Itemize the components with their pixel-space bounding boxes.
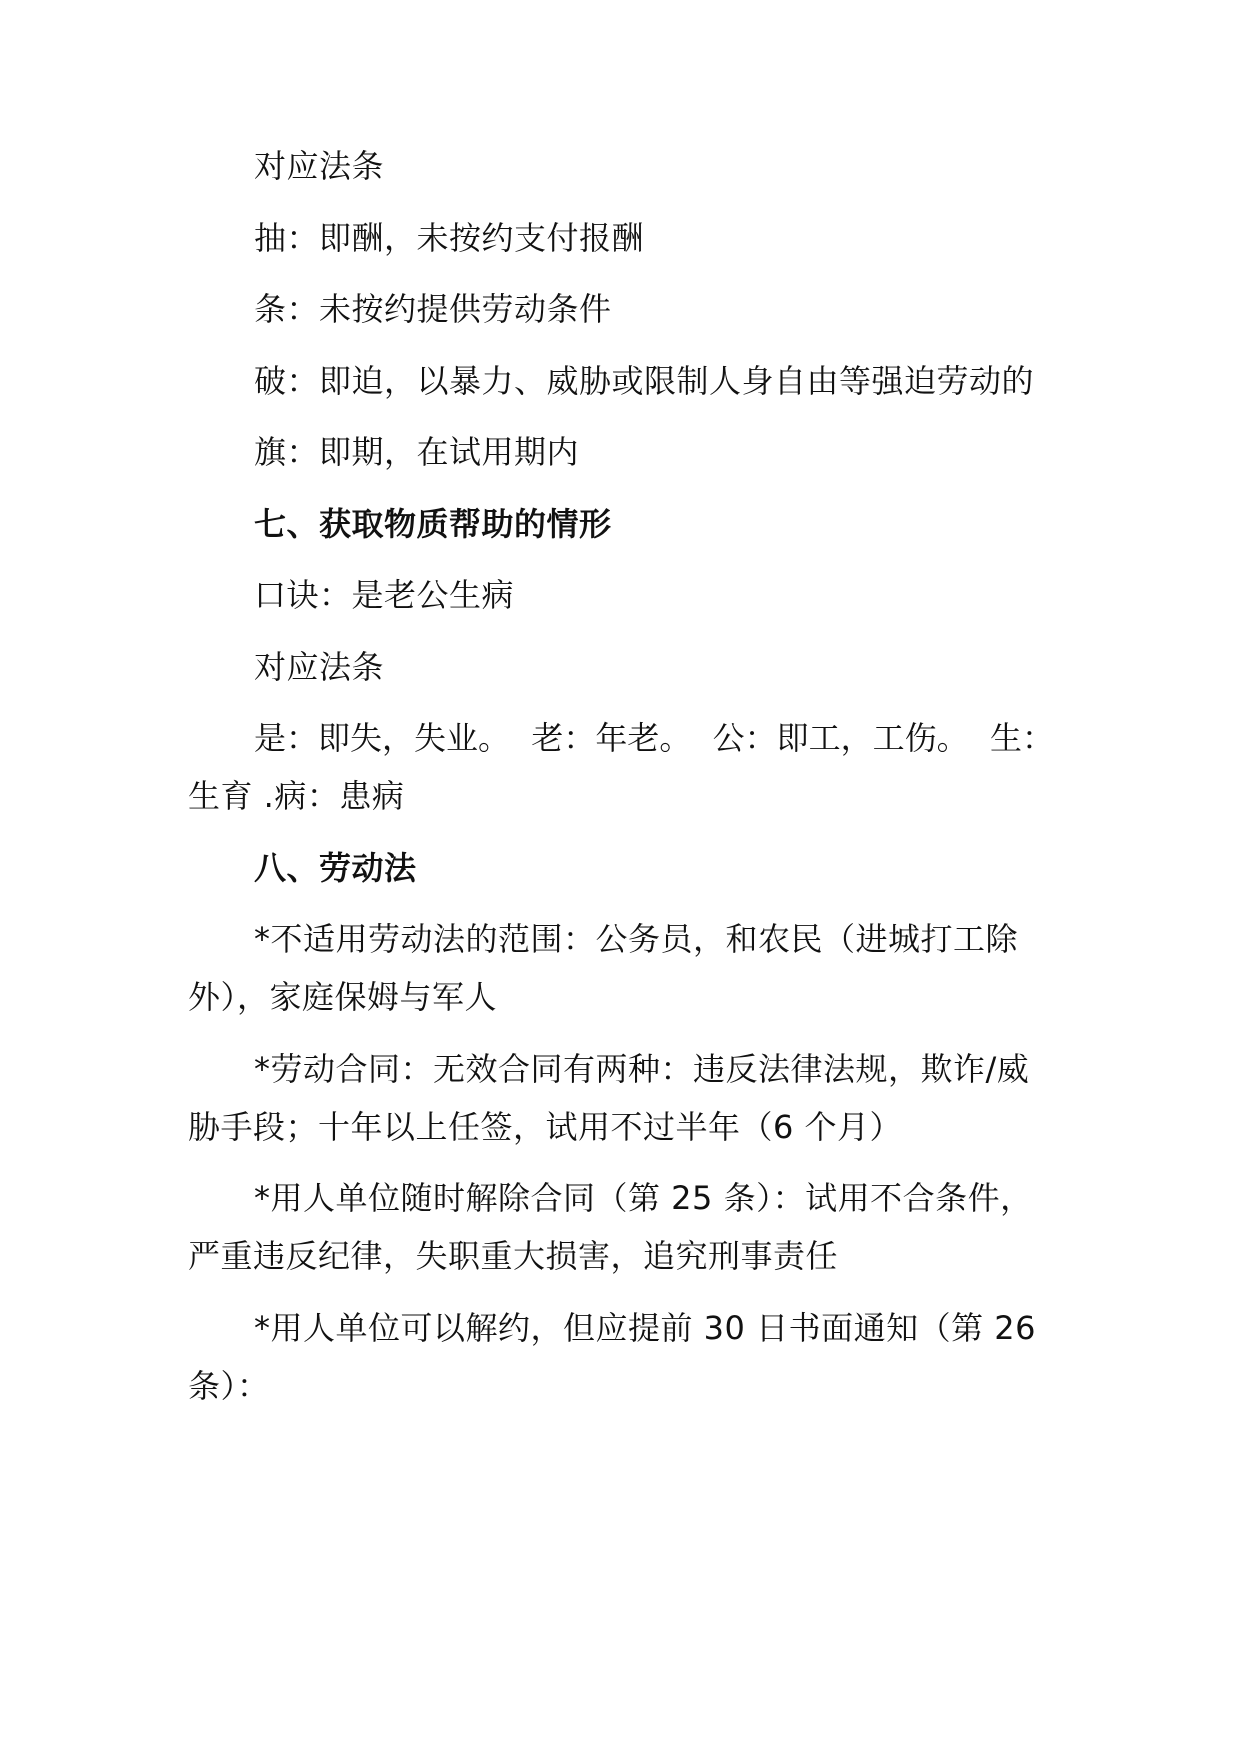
paragraph-heading-corresponding-law: 对应法条 (254, 147, 385, 185)
text-segment: 生： (989, 719, 1054, 757)
paragraph-line: 胁手段；十年以上任签，试用不过半年（6 个月） (188, 1108, 903, 1146)
paragraph-line: *劳动合同：无效合同有两种：违反法律法规，欺诈/威 (254, 1050, 1030, 1088)
paragraph-line: *用人单位可以解约，但应提前 30 日书面通知（第 26 (254, 1309, 1036, 1347)
paragraph-line-justified (254, 718, 1054, 758)
paragraph-line: 破：即迫，以暴力、威胁或限制人身自由等强迫劳动的 (254, 362, 1035, 400)
paragraph-line: 条：未按约提供劳动条件 (254, 290, 612, 328)
paragraph-line: 外），家庭保姆与军人 (188, 978, 498, 1016)
paragraph-line: 旗：即期，在试用期内 (254, 433, 580, 471)
section-heading-eight: 八、劳动法 (254, 849, 417, 887)
paragraph-line: 生育 .病：患病 (188, 777, 405, 815)
text-segment: 公：即工，工伤。 (712, 719, 969, 757)
paragraph-heading-corresponding-law: 对应法条 (254, 648, 385, 686)
paragraph-line: *用人单位随时解除合同（第 25 条）：试用不合条件， (254, 1179, 1033, 1217)
paragraph-line: 口诀：是老公生病 (254, 576, 515, 614)
paragraph-line: 抽：即酬，未按约支付报酬 (254, 219, 645, 257)
paragraph-line: 严重违反纪律，失职重大损害，追究刑事责任 (188, 1237, 839, 1275)
text-segment: 是：即失，失业。 (254, 719, 511, 757)
text-segment: 老：年老。 (531, 719, 692, 757)
paragraph-line: *不适用劳动法的范围：公务员，和农民（进城打工除 (254, 920, 1019, 958)
paragraph-line: 条）： (188, 1367, 270, 1405)
section-heading-seven: 七、获取物质帮助的情形 (254, 505, 612, 543)
